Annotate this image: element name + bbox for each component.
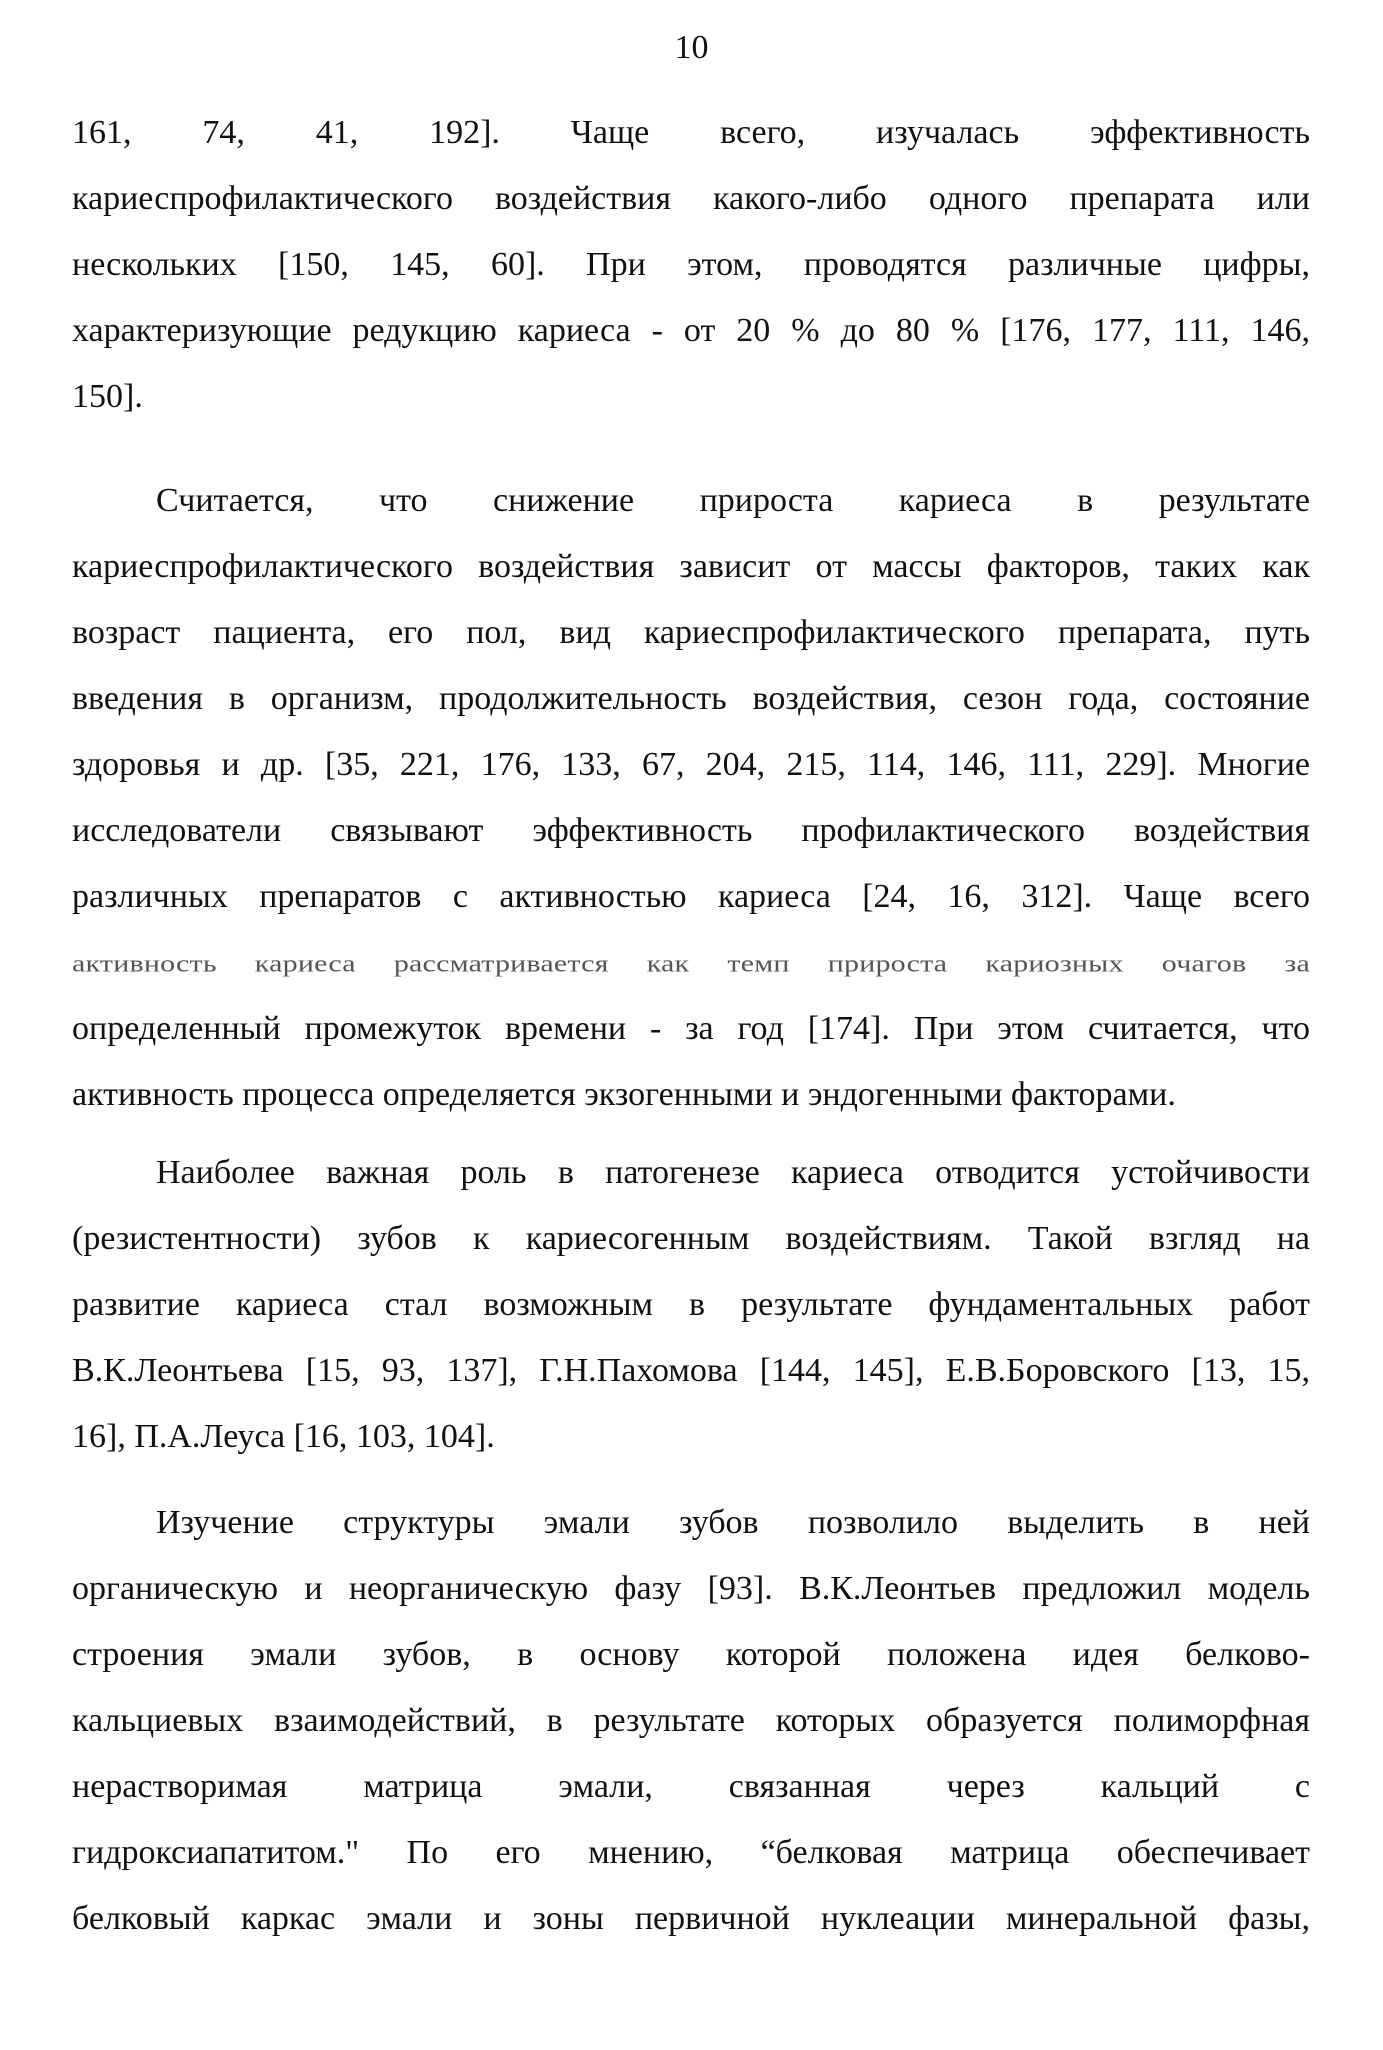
- text-line: органическую и неорганическую фазу [93]. В.К.Леонтьев предложил модель: [72, 1570, 1310, 1607]
- page-number: 10: [674, 29, 709, 66]
- paragraph-2: [72, 468, 1310, 1128]
- text-line: характеризующие редукцию кариеса - от 20 % до 80 % [176, 177, 111, 146,: [72, 312, 1310, 349]
- text-line: активность процесса определяется экзогенными и эндогенными факторами.: [72, 1076, 1176, 1113]
- text-line: (резистентности) зубов к кариесогенным воздействиям. Такой взгляд на: [72, 1220, 1310, 1257]
- text-line: нескольких [150, 145, 60]. При этом, проводятся различные цифры,: [72, 246, 1310, 283]
- text-line: введения в организм, продолжительность воздействия, сезон года, состояние: [72, 680, 1310, 717]
- smudged-text-line: активность кариеса рассматривается как темп прироста кариозных очагов за: [72, 950, 1310, 978]
- paragraph-3: [72, 1140, 1310, 1470]
- text-line: 161, 74, 41, 192]. Чаще всего, изучалась эффективность: [72, 114, 1310, 151]
- text-line: кариеспрофилактического воздействия какого-либо одного препарата или: [72, 180, 1310, 217]
- text-line: Считается, что снижение прироста кариеса в результате: [156, 482, 1310, 519]
- text-line: определенный промежуток времени - за год [174]. При этом считается, что: [72, 1010, 1310, 1047]
- text-line: белковый каркас эмали и зоны первичной нуклеации минеральной фазы,: [72, 1900, 1310, 1937]
- text-line: развитие кариеса стал возможным в результате фундаментальных работ: [72, 1286, 1310, 1323]
- text-line: кариеспрофилактического воздействия зависит от массы факторов, таких как: [72, 548, 1310, 585]
- text-line: исследователи связывают эффективность профилактического воздействия: [72, 812, 1310, 849]
- text-line: Изучение структуры эмали зубов позволило выделить в ней: [156, 1504, 1310, 1541]
- text-line: нерастворимая матрица эмали, связанная через кальций с: [72, 1768, 1310, 1805]
- text-line: Наиболее важная роль в патогенезе кариеса отводится устойчивости: [156, 1154, 1310, 1191]
- text-line: 150].: [72, 378, 143, 415]
- text-line: кальциевых взаимодействий, в результате которых образуется полиморфная: [72, 1702, 1310, 1739]
- paragraph-1: [72, 100, 1310, 430]
- text-line: различных препаратов с активностью кариеса [24, 16, 312]. Чаще всего: [72, 878, 1310, 915]
- paragraph-4: [72, 1490, 1310, 1952]
- text-line: гидроксиапатитом." По его мнению, “белковая матрица обеспечивает: [72, 1834, 1310, 1871]
- text-line: здоровья и др. [35, 221, 176, 133, 67, 204, 215, 114, 146, 111, 229]. Многие: [72, 746, 1310, 783]
- text-line: строения эмали зубов, в основу которой положена идея белково-: [72, 1636, 1310, 1673]
- text-line: возраст пациента, его пол, вид кариеспрофилактического препарата, путь: [72, 614, 1310, 651]
- text-line: В.К.Леонтьева [15, 93, 137], Г.Н.Пахомова [144, 145], Е.В.Боровского [13, 15,: [72, 1352, 1310, 1389]
- text-line: 16], П.А.Леуса [16, 103, 104].: [72, 1418, 495, 1455]
